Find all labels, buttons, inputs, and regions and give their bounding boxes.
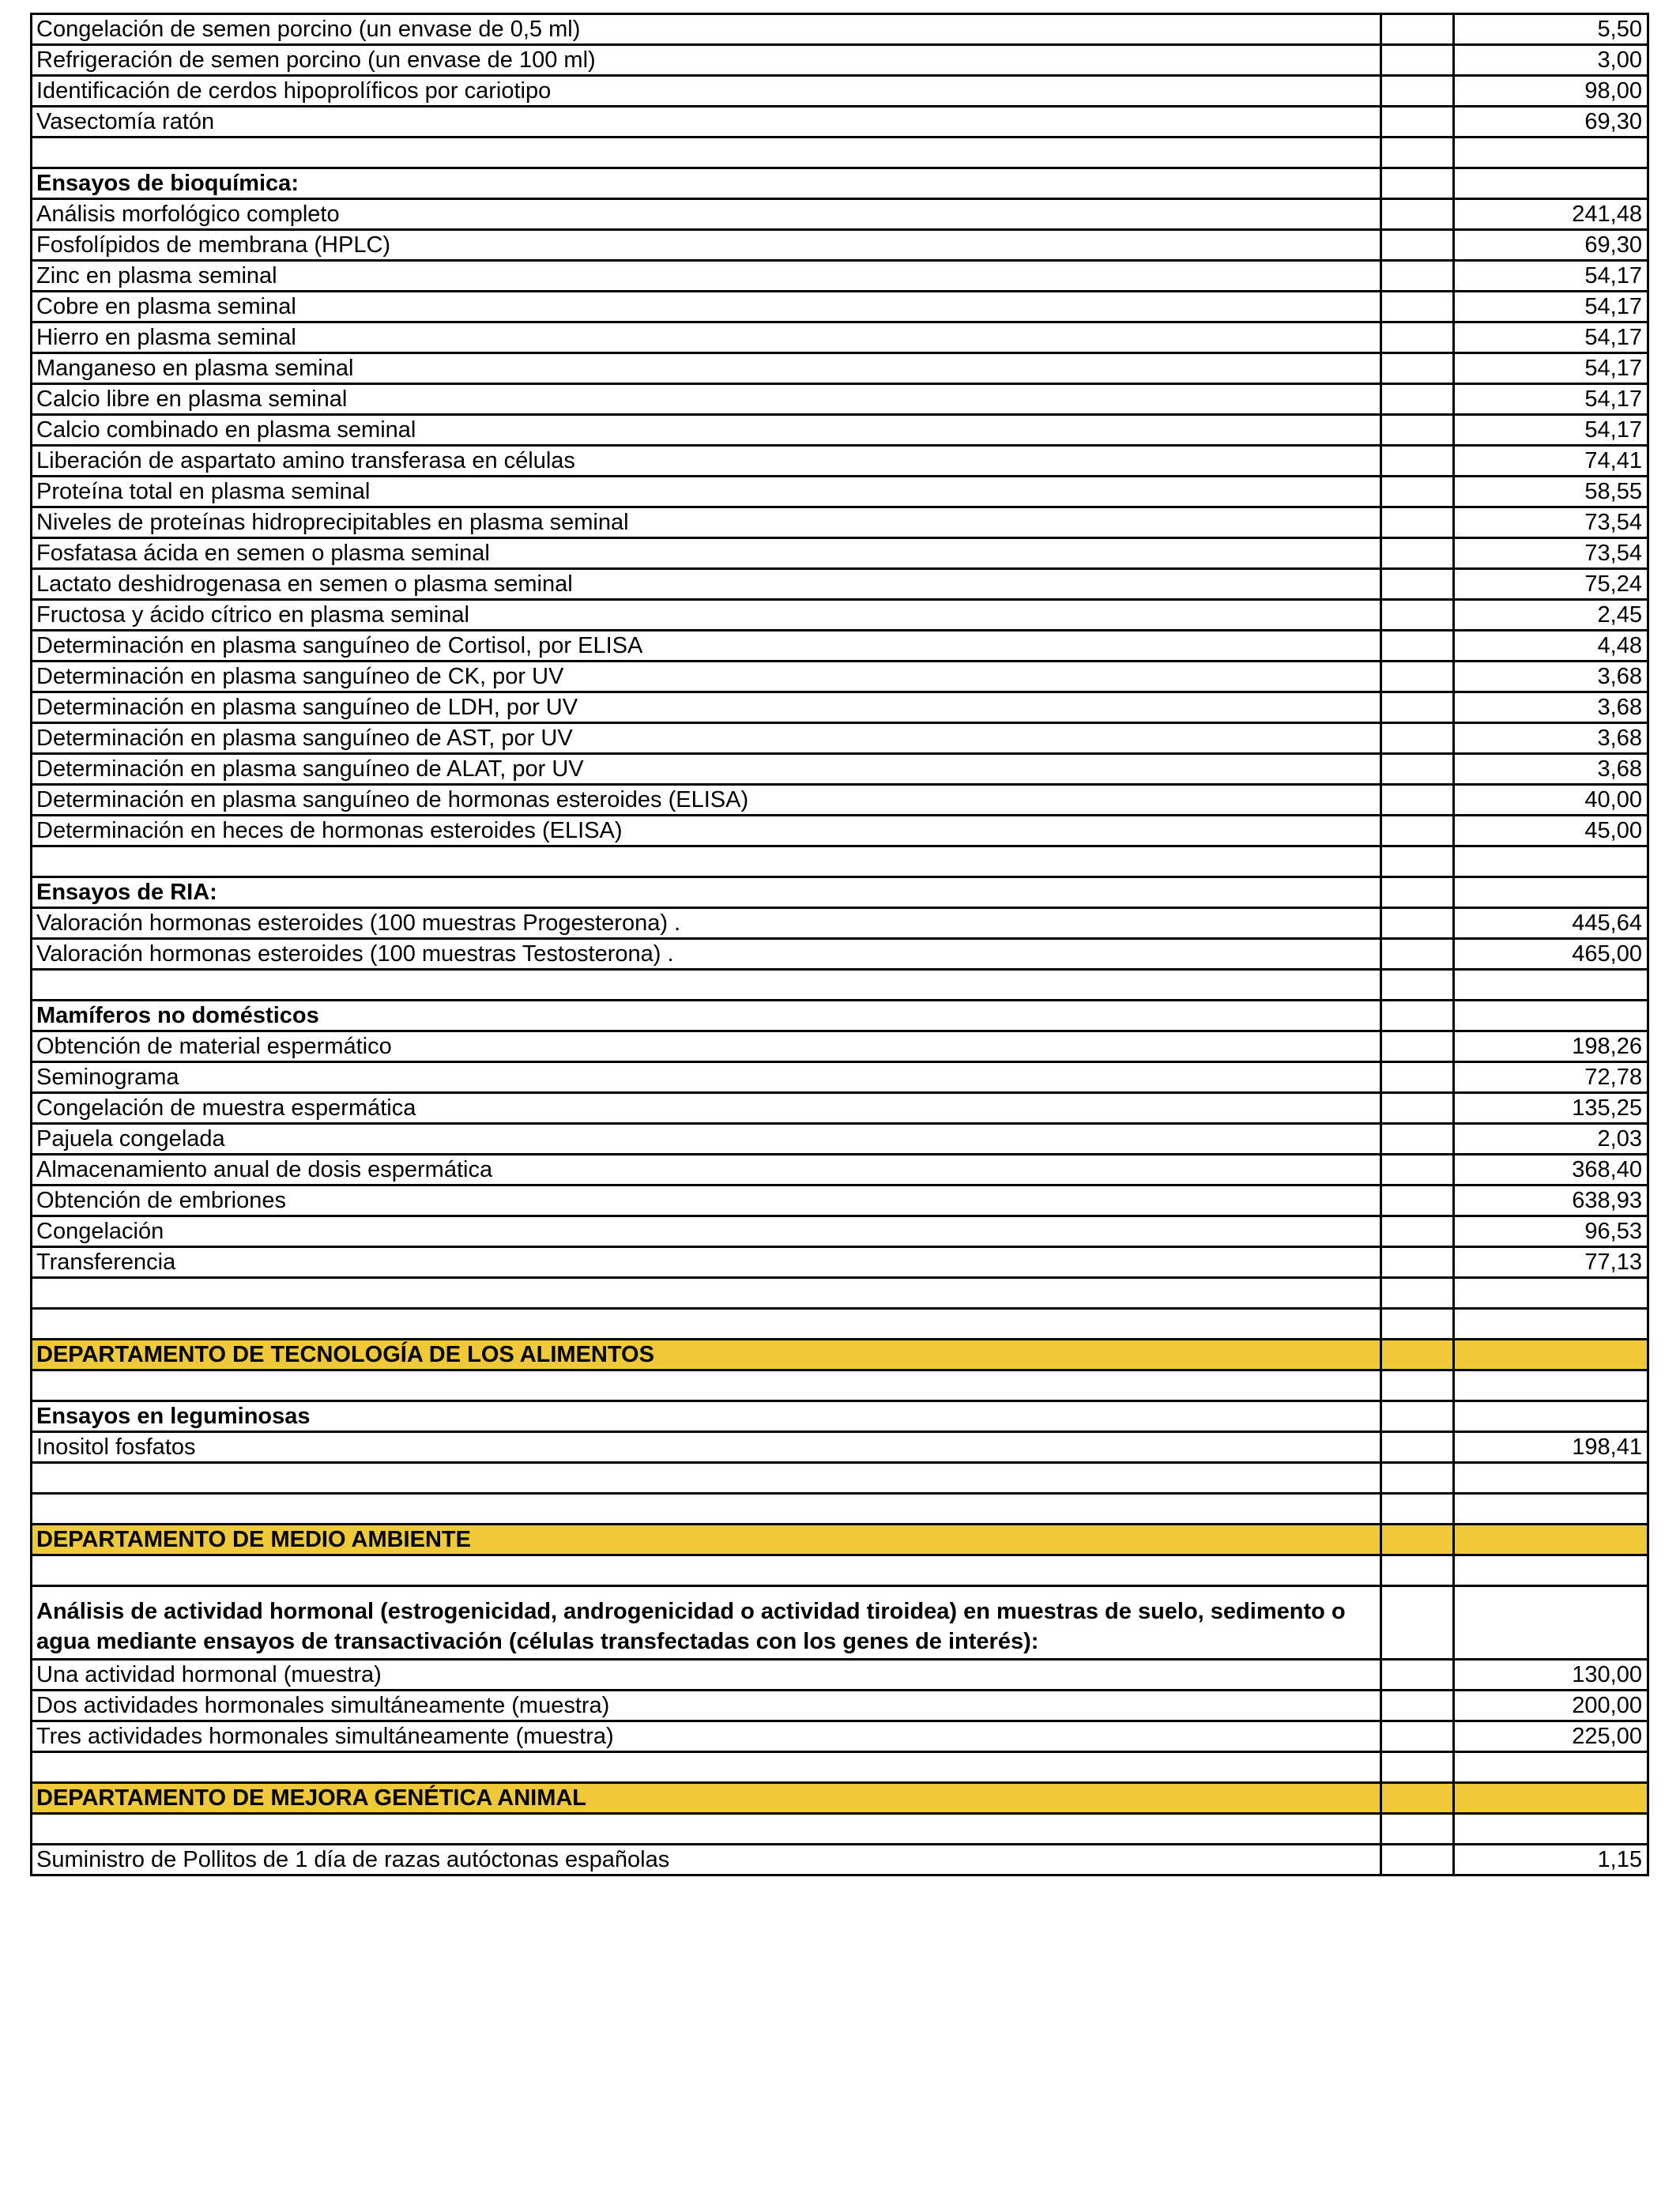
item-price: 40,00 — [1454, 785, 1648, 816]
table-row — [32, 1031, 1648, 1062]
spacer-cell — [1381, 353, 1454, 384]
spacer-cell — [1381, 76, 1454, 107]
item-label: Fosfatasa ácida en semen o plasma seminal — [32, 538, 1381, 569]
item-price: 241,48 — [1454, 199, 1648, 230]
item-price — [1454, 138, 1648, 168]
item-label: Determinación en plasma sanguíneo de hormonas esteroides (ELISA) — [32, 785, 1381, 816]
spacer-cell — [1381, 846, 1454, 877]
table-row — [32, 107, 1648, 138]
item-price: 445,64 — [1454, 908, 1648, 939]
item-price: 69,30 — [1454, 230, 1648, 261]
spacer-cell — [1381, 1660, 1454, 1691]
item-price — [1454, 1309, 1648, 1340]
spacer-cell — [1381, 1247, 1454, 1278]
spacer-cell — [1381, 138, 1454, 168]
item-price: 73,54 — [1454, 538, 1648, 569]
item-price — [1454, 1494, 1648, 1525]
item-price: 69,30 — [1454, 107, 1648, 138]
spacer-cell — [1381, 1814, 1454, 1845]
section-header-row — [32, 877, 1648, 908]
item-price: 198,26 — [1454, 1031, 1648, 1062]
section-header-row — [32, 1586, 1648, 1660]
section-header-row — [32, 1401, 1648, 1432]
department-title: DEPARTAMENTO DE TECNOLOGÍA DE LOS ALIMENTOS — [32, 1340, 1381, 1370]
spacer-cell — [1381, 877, 1454, 908]
item-label: Determinación en plasma sanguíneo de AST, por UV — [32, 723, 1381, 754]
section-header-row — [32, 168, 1648, 199]
item-label: Transferencia — [32, 1247, 1381, 1278]
item-price — [1454, 877, 1648, 908]
blank-row — [32, 1752, 1648, 1783]
item-price: 58,55 — [1454, 477, 1648, 507]
spacer-cell — [1381, 261, 1454, 292]
spacer-cell — [1381, 1691, 1454, 1721]
item-label: Una actividad hormonal (muestra) — [32, 1660, 1381, 1691]
spacer-cell — [1381, 569, 1454, 600]
spacer-cell — [1381, 199, 1454, 230]
item-label — [32, 1278, 1381, 1309]
section-title: Análisis de actividad hormonal (estrogenicidad, androgenicidad o actividad tiroidea) en muestras de suelo, sedimento o agua mediante ensayos de transactivación (células transfectadas con los genes de interés): — [32, 1586, 1381, 1660]
item-price: 200,00 — [1454, 1691, 1648, 1721]
table-row — [32, 600, 1648, 631]
spacer-cell — [1381, 1278, 1454, 1309]
table-row — [32, 631, 1648, 662]
spacer-cell — [1381, 723, 1454, 754]
item-price — [1454, 1463, 1648, 1494]
table-row — [32, 723, 1648, 754]
blank-row — [32, 1555, 1648, 1586]
blank-row — [32, 138, 1648, 168]
section-title: Ensayos de bioquímica: — [32, 168, 1381, 199]
spacer-cell — [1381, 446, 1454, 477]
table-row — [32, 1093, 1648, 1124]
spacer-cell — [1381, 1721, 1454, 1752]
table-row — [32, 939, 1648, 970]
item-price: 54,17 — [1454, 384, 1648, 415]
spacer-cell — [1381, 1001, 1454, 1031]
item-price — [1454, 970, 1648, 1001]
spacer-cell — [1381, 384, 1454, 415]
price-table — [30, 13, 1649, 1876]
item-price: 75,24 — [1454, 569, 1648, 600]
item-price: 3,68 — [1454, 723, 1648, 754]
item-price: 2,45 — [1454, 600, 1648, 631]
item-price: 5,50 — [1454, 14, 1648, 45]
item-label — [32, 1814, 1381, 1845]
spacer-cell — [1381, 1432, 1454, 1463]
spacer-cell — [1381, 1494, 1454, 1525]
item-label — [32, 138, 1381, 168]
table-row — [32, 1660, 1648, 1691]
item-label: Determinación en plasma sanguíneo de ALAT, por UV — [32, 754, 1381, 785]
item-price: 638,93 — [1454, 1186, 1648, 1216]
blank-row — [32, 1814, 1648, 1845]
item-label — [32, 1309, 1381, 1340]
spacer-cell — [1381, 1463, 1454, 1494]
item-price — [1454, 1783, 1648, 1814]
table-row — [32, 415, 1648, 446]
item-price: 2,03 — [1454, 1124, 1648, 1155]
table-row — [32, 1845, 1648, 1875]
table-row — [32, 322, 1648, 353]
table-row — [32, 662, 1648, 692]
item-label: Suministro de Pollitos de 1 día de razas autóctonas españolas — [32, 1845, 1381, 1875]
item-label — [32, 1494, 1381, 1525]
item-price: 3,68 — [1454, 692, 1648, 723]
table-row — [32, 754, 1648, 785]
table-row — [32, 45, 1648, 76]
item-label: Análisis morfológico completo — [32, 199, 1381, 230]
spacer-cell — [1381, 415, 1454, 446]
item-label: Inositol fosfatos — [32, 1432, 1381, 1463]
item-label: Determinación en heces de hormonas esteroides (ELISA) — [32, 816, 1381, 846]
item-label: Cobre en plasma seminal — [32, 292, 1381, 322]
item-price — [1454, 1752, 1648, 1783]
item-label: Congelación de semen porcino (un envase de 0,5 ml) — [32, 14, 1381, 45]
item-label: Refrigeración de semen porcino (un envase de 100 ml) — [32, 45, 1381, 76]
item-label: Vasectomía ratón — [32, 107, 1381, 138]
blank-row — [32, 1370, 1648, 1401]
department-header-row — [32, 1783, 1648, 1814]
item-price: 98,00 — [1454, 76, 1648, 107]
blank-row — [32, 1278, 1648, 1309]
spacer-cell — [1381, 1155, 1454, 1186]
item-label: Lactato deshidrogenasa en semen o plasma seminal — [32, 569, 1381, 600]
item-price — [1454, 1278, 1648, 1309]
spacer-cell — [1381, 1525, 1454, 1555]
table-row — [32, 816, 1648, 846]
item-label: Liberación de aspartato amino transferasa en células — [32, 446, 1381, 477]
department-header-row — [32, 1340, 1648, 1370]
item-price — [1454, 1370, 1648, 1401]
item-price: 198,41 — [1454, 1432, 1648, 1463]
table-row — [32, 507, 1648, 538]
spacer-cell — [1381, 908, 1454, 939]
section-title: Mamíferos no domésticos — [32, 1001, 1381, 1031]
table-row — [32, 538, 1648, 569]
item-price — [1454, 1814, 1648, 1845]
table-row — [32, 261, 1648, 292]
item-price — [1454, 846, 1648, 877]
spacer-cell — [1381, 1370, 1454, 1401]
item-label: Calcio combinado en plasma seminal — [32, 415, 1381, 446]
item-price: 130,00 — [1454, 1660, 1648, 1691]
item-price: 3,00 — [1454, 45, 1648, 76]
spacer-cell — [1381, 1186, 1454, 1216]
item-price — [1454, 1340, 1648, 1370]
item-price — [1454, 1586, 1648, 1660]
item-label: Determinación en plasma sanguíneo de LDH, por UV — [32, 692, 1381, 723]
item-price: 45,00 — [1454, 816, 1648, 846]
spacer-cell — [1381, 45, 1454, 76]
item-label: Niveles de proteínas hidroprecipitables en plasma seminal — [32, 507, 1381, 538]
price-list-sheet — [30, 13, 1647, 1876]
item-label: Hierro en plasma seminal — [32, 322, 1381, 353]
spacer-cell — [1381, 600, 1454, 631]
item-label: Pajuela congelada — [32, 1124, 1381, 1155]
spacer-cell — [1381, 1555, 1454, 1586]
spacer-cell — [1381, 1124, 1454, 1155]
item-price: 3,68 — [1454, 754, 1648, 785]
section-title: Ensayos de RIA: — [32, 877, 1381, 908]
spacer-cell — [1381, 1401, 1454, 1432]
item-label — [32, 1370, 1381, 1401]
item-label: Obtención de embriones — [32, 1186, 1381, 1216]
spacer-cell — [1381, 662, 1454, 692]
spacer-cell — [1381, 507, 1454, 538]
spacer-cell — [1381, 1309, 1454, 1340]
spacer-cell — [1381, 1845, 1454, 1875]
blank-row — [32, 1309, 1648, 1340]
table-row — [32, 230, 1648, 261]
spacer-cell — [1381, 1216, 1454, 1247]
item-label: Identificación de cerdos hipoprolíficos por cariotipo — [32, 76, 1381, 107]
item-label: Almacenamiento anual de dosis espermática — [32, 1155, 1381, 1186]
spacer-cell — [1381, 538, 1454, 569]
spacer-cell — [1381, 1062, 1454, 1093]
item-label: Determinación en plasma sanguíneo de Cortisol, por ELISA — [32, 631, 1381, 662]
blank-row — [32, 970, 1648, 1001]
item-price — [1454, 168, 1648, 199]
table-row — [32, 446, 1648, 477]
item-price: 225,00 — [1454, 1721, 1648, 1752]
spacer-cell — [1381, 322, 1454, 353]
table-row — [32, 1247, 1648, 1278]
table-row — [32, 477, 1648, 507]
spacer-cell — [1381, 1586, 1454, 1660]
item-price: 72,78 — [1454, 1062, 1648, 1093]
item-price — [1454, 1001, 1648, 1031]
spacer-cell — [1381, 1093, 1454, 1124]
spacer-cell — [1381, 292, 1454, 322]
item-label: Obtención de material espermático — [32, 1031, 1381, 1062]
item-price: 135,25 — [1454, 1093, 1648, 1124]
item-price: 74,41 — [1454, 446, 1648, 477]
table-row — [32, 1432, 1648, 1463]
item-label: Valoración hormonas esteroides (100 muestras Progesterona) . — [32, 908, 1381, 939]
spacer-cell — [1381, 970, 1454, 1001]
table-row — [32, 384, 1648, 415]
table-row — [32, 199, 1648, 230]
item-price: 77,13 — [1454, 1247, 1648, 1278]
item-price: 73,54 — [1454, 507, 1648, 538]
spacer-cell — [1381, 1031, 1454, 1062]
table-row — [32, 292, 1648, 322]
spacer-cell — [1381, 816, 1454, 846]
item-price: 4,48 — [1454, 631, 1648, 662]
table-row — [32, 1124, 1648, 1155]
price-table-body — [32, 14, 1648, 1875]
spacer-cell — [1381, 754, 1454, 785]
item-label — [32, 1463, 1381, 1494]
table-row — [32, 785, 1648, 816]
item-price — [1454, 1555, 1648, 1586]
item-label — [32, 970, 1381, 1001]
item-label: Seminograma — [32, 1062, 1381, 1093]
table-row — [32, 1216, 1648, 1247]
spacer-cell — [1381, 1783, 1454, 1814]
spacer-cell — [1381, 631, 1454, 662]
table-row — [32, 908, 1648, 939]
item-label: Manganeso en plasma seminal — [32, 353, 1381, 384]
section-header-row — [32, 1001, 1648, 1031]
item-price: 54,17 — [1454, 261, 1648, 292]
item-label: Valoración hormonas esteroides (100 muestras Testosterona) . — [32, 939, 1381, 970]
table-row — [32, 1155, 1648, 1186]
item-price: 368,40 — [1454, 1155, 1648, 1186]
item-label: Dos actividades hormonales simultáneamente (muestra) — [32, 1691, 1381, 1721]
table-row — [32, 1186, 1648, 1216]
blank-row — [32, 846, 1648, 877]
spacer-cell — [1381, 785, 1454, 816]
spacer-cell — [1381, 107, 1454, 138]
item-label — [32, 1555, 1381, 1586]
table-row — [32, 76, 1648, 107]
item-label: Fructosa y ácido cítrico en plasma seminal — [32, 600, 1381, 631]
spacer-cell — [1381, 1752, 1454, 1783]
spacer-cell — [1381, 1340, 1454, 1370]
item-price: 54,17 — [1454, 415, 1648, 446]
section-title: Ensayos en leguminosas — [32, 1401, 1381, 1432]
department-title: DEPARTAMENTO DE MEDIO AMBIENTE — [32, 1525, 1381, 1555]
item-price: 3,68 — [1454, 662, 1648, 692]
spacer-cell — [1381, 692, 1454, 723]
item-label: Determinación en plasma sanguíneo de CK, por UV — [32, 662, 1381, 692]
item-price: 54,17 — [1454, 322, 1648, 353]
item-price: 96,53 — [1454, 1216, 1648, 1247]
table-row — [32, 1062, 1648, 1093]
item-price: 54,17 — [1454, 292, 1648, 322]
item-label: Calcio libre en plasma seminal — [32, 384, 1381, 415]
item-label: Congelación — [32, 1216, 1381, 1247]
item-label: Fosfolípidos de membrana (HPLC) — [32, 230, 1381, 261]
table-row — [32, 692, 1648, 723]
item-price — [1454, 1401, 1648, 1432]
table-row — [32, 353, 1648, 384]
department-title: DEPARTAMENTO DE MEJORA GENÉTICA ANIMAL — [32, 1783, 1381, 1814]
item-price: 465,00 — [1454, 939, 1648, 970]
department-header-row — [32, 1525, 1648, 1555]
table-row — [32, 1691, 1648, 1721]
item-label: Zinc en plasma seminal — [32, 261, 1381, 292]
table-row — [32, 14, 1648, 45]
table-row — [32, 569, 1648, 600]
table-row — [32, 1721, 1648, 1752]
spacer-cell — [1381, 14, 1454, 45]
spacer-cell — [1381, 168, 1454, 199]
spacer-cell — [1381, 477, 1454, 507]
item-label — [32, 846, 1381, 877]
item-price: 1,15 — [1454, 1845, 1648, 1875]
blank-row — [32, 1463, 1648, 1494]
spacer-cell — [1381, 939, 1454, 970]
item-price: 54,17 — [1454, 353, 1648, 384]
item-label: Congelación de muestra espermática — [32, 1093, 1381, 1124]
item-label: Tres actividades hormonales simultáneamente (muestra) — [32, 1721, 1381, 1752]
spacer-cell — [1381, 230, 1454, 261]
item-price — [1454, 1525, 1648, 1555]
blank-row — [32, 1494, 1648, 1525]
item-label — [32, 1752, 1381, 1783]
item-label: Proteína total en plasma seminal — [32, 477, 1381, 507]
